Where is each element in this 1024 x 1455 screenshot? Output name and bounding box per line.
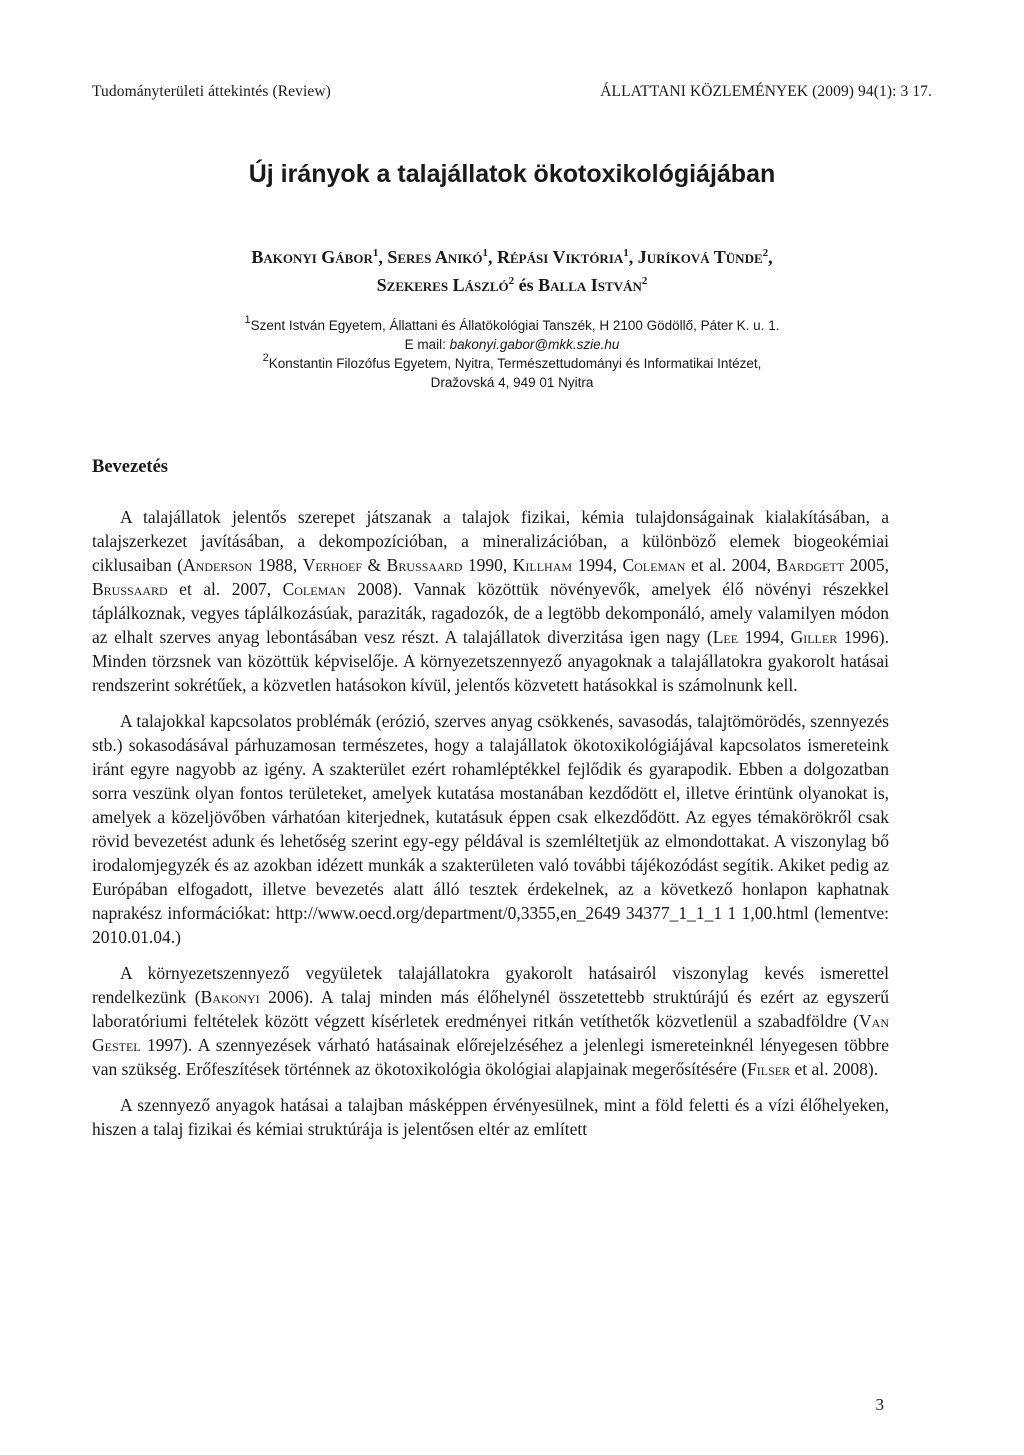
author-conjunction: és [518, 275, 534, 295]
paragraph-text: et al. 2007, [167, 579, 283, 599]
running-head-left: Tudományterületi áttekintés (Review) [92, 83, 331, 100]
citation-author: Van Gestel [92, 1011, 889, 1055]
affiliation-2 [112, 354, 912, 373]
email-address[interactable]: bakonyi.gabor@mkk.szie.hu [449, 337, 620, 352]
affiliation-mark: 1 [244, 314, 251, 326]
paragraph-text: 2008). Vannak közöttük növényevők, amelyek élő növényi részekkel táplálkoznak, vegyes táplálkozásúak, paraziták, ragadozók, de a legtöbb dekomponáló, amely valamilyen módon az elhalt szerves anyag lebontásában vesz részt. A talajállatok diverzitása igen nagy ( [92, 579, 889, 647]
paragraph-text: A környezetszennyező vegyületek talajállatokra gyakorolt hatásairól viszonylag kevés ismerettel rendelkezünk ( [92, 963, 889, 1007]
citation-author: Coleman [282, 579, 346, 599]
paragraph-text: A talajállatok jelentős szerepet játszanak a talajok fizikai, kémia tulajdonságainak kialakításában, a talajszerkezet javításában, a dekompozícióban, a mineralizációban, a különböző elemek biogeokémiai ciklusaiban ( [92, 507, 889, 575]
author-name: Seres Anikó [387, 247, 483, 267]
author-name: Répási Viktória [497, 247, 624, 267]
paragraph-text: & [362, 555, 387, 575]
affiliation-mark: 1 [372, 247, 379, 259]
running-head-right: ÁLLATTANI KÖZLEMÉNYEK (2009) 94(1): 3 17. [600, 83, 932, 100]
affiliation-2-address: Dražovská 4, 949 01 Nyitra [430, 375, 594, 390]
citation-author: Killham [512, 555, 573, 575]
citation-author: Verhoef [302, 555, 363, 575]
author-name: Balla István [538, 275, 642, 295]
citation-author: Giller [790, 627, 838, 647]
paragraph-text: et al. 2004, [685, 555, 777, 575]
paragraph-text: 2005, [844, 555, 890, 575]
paragraph-text: et al. 2008). [790, 1059, 879, 1079]
email-label: E mail: [404, 337, 446, 352]
paragraph-4: A szennyező anyagok hatásai a talajban másképpen érvényesülnek, mint a föld feletti és a vízi élőhelyeken, hiszen a talaj fizikai és kémiai struktúrája is jelentősen eltér az említett [92, 1095, 889, 1139]
paragraph-text: 2006). A talaj minden más élőhelynél összetettebb struktúrájú és ezért az egyszerű laboratóriumi feltételek között végzett kísérletek eredményei ritkán vetíthetők közvetlenül a szabadföldre ( [92, 987, 889, 1031]
article-title: Új irányok a talajállatok ökotoxikológiájában [248, 160, 776, 188]
paragraph-2: A talajokkal kapcsolatos problémák (erózió, szerves anyag csökkenés, savasodás, talajtömörödés, szennyezés stb.) sokasodásával párhuzamosan természetes, hogy a talajállatok ökotoxikológiájával kapcsolatos ismereteink iránt egyre nagyobb az igény. A szakterület ezért rohamléptékkel fejlődik és gyarapodik. Ebben a dolgozatban sorra veszünk olyan fontos területeket, amelyek kutatása mostanában kezdődött el, illetve érintünk olyanokat is, amelyek a közeljövőben várhatóan kiterjednek, kutatásuk éppen csak elkezdődött. Az egyes témakörökről csak rövid bevezetést adunk és lehetőség szerint egy-egy példával is szemléltetjük az elmondottakat. A viszonylag bő irodalomjegyzék és az azokban idézett munkák a szakterületen való további tájékozódást segítik. Akiket pedig az Európában elfogadott, illetve bevezetés alatt álló tesztek érdekelnek, az a következő honlapon kaphatnak naprakész információkat: http://www.oecd.org/department/0,3355,en_2649 34377_1_1_1 1 1,00.html (lementve: 2010.01.04.) [92, 711, 889, 947]
citation-author: Filser [747, 1059, 791, 1079]
article-body [92, 505, 889, 1153]
paragraph-3 [92, 961, 889, 1081]
paragraph-1 [92, 505, 889, 697]
affiliation-mark: 2 [762, 247, 769, 259]
author-name: Juríková Tünde [637, 247, 763, 267]
email-line [112, 335, 912, 354]
citation-author: Bardgett [776, 555, 845, 575]
author-list: Bakonyi Gábor$^1$, Seres Anikó$^1$, Répási Viktória$^1$, Juríková Tünde$^2$, Szekeres László$^2$ és Balla István$^2$ [251, 247, 773, 295]
paragraph-text: 1994, [572, 555, 623, 575]
citation-author: Brussaard [386, 555, 463, 575]
citation-author: Anderson [183, 555, 253, 575]
citation-author: Coleman [622, 555, 686, 575]
affiliation-mark: 2 [508, 275, 515, 287]
section-heading: Bevezetés [92, 457, 169, 477]
affiliation-1 [112, 316, 912, 335]
affiliation-mark: 2 [262, 352, 269, 364]
citation-author: Brussaard [92, 579, 168, 599]
citation-author: Bakonyi [200, 987, 260, 1007]
affiliation-1-text: Szent István Egyetem, Állattani és Állatökológiai Tanszék, H 2100 Gödöllő, Páter K. u. 1. [250, 318, 780, 333]
citation-author: Lee [712, 627, 739, 647]
paragraph-text: 1996). Minden törzsnek van közöttük képviselője. A környezetszennyező anyagoknak a talajállatokra gyakorolt hatásai rendszerint sokrétűek, a közvetlen hatásokon kívül, jelentős közvetett hatásokkal is számolnunk kell. [92, 627, 890, 695]
affiliation-mark: 1 [623, 247, 629, 259]
paragraph-text: 1988, [252, 555, 303, 575]
paragraph-text: 1994, [738, 627, 791, 647]
paragraph-text: 1997). A szennyezések várható hatásainak előrejelzéséhez a jelenlegi ismereteinknél lényegesen többre van szükség. Erőfeszítések történnek az ökotoxikológia ökológiai alapjainak megerősítésére ( [92, 1035, 889, 1079]
affiliation-mark: 2 [641, 275, 648, 287]
affiliation-mark: 1 [482, 247, 489, 259]
paragraph-text: 1990, [462, 555, 513, 575]
affiliation-2-text: Konstantin Filozófus Egyetem, Nyitra, Természettudományi és Informatikai Intézet, [268, 356, 762, 371]
running-head [92, 83, 932, 105]
affiliations [112, 316, 912, 392]
page-number: 3 [875, 1395, 884, 1414]
author-name: Bakonyi Gábor [251, 247, 373, 267]
author-name: Szekeres László [376, 275, 509, 295]
